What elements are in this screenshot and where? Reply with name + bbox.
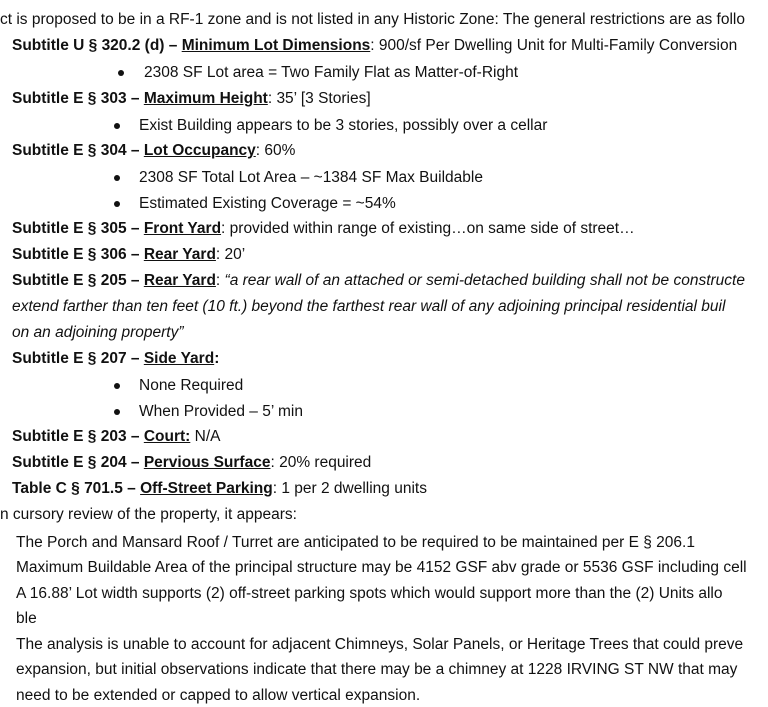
bullet-item: Estimated Existing Coverage = ~54% [139,195,396,212]
section-text: : [215,272,225,289]
review-line: Maximum Buildable Area of the principal structure may be 4152 GSF abv grade or 5536 GSF including cell [16,559,747,576]
section-max-height [12,89,371,109]
review-line: expansion, but initial observations indicate that there may be a chimney at 1228 IRVING ST NW that may [16,661,738,678]
bullet-dot [114,123,120,129]
bullet-item: 2308 SF Total Lot Area – ~1384 SF Max Buildable [139,169,483,186]
section-text: : provided within range of existing…on same side of street… [221,220,635,237]
section-title: Off-Street Parking [140,480,273,497]
section-lot-occupancy [12,141,295,161]
section-prefix: Table C § 701.5 – [12,480,141,497]
section-prefix: Subtitle E § 305 – [12,220,144,237]
section-prefix: Subtitle E § 204 – [12,454,144,471]
section-text: : 900/sf Per Dwelling Unit for Multi-Family Conversion [370,37,738,54]
section-side-yard [12,349,219,369]
review-line: ble [16,610,37,627]
section-text: : 1 per 2 dwelling units [272,480,427,497]
section-rear-wall [12,271,745,291]
review-line: The analysis is unable to account for adjacent Chimneys, Solar Panels, or Heritage Trees that could preve [16,636,744,653]
quote-line: extend farther than ten feet (10 ft.) beyond the farthest rear wall of any adjoining principal residential buil [12,298,726,315]
bullet-item: None Required [139,377,244,394]
section-text: : 60% [255,142,296,159]
section-prefix: Subtitle U § 320.2 (d) – [12,37,182,54]
section-prefix: Subtitle E § 306 – [12,246,144,263]
section-off-street-parking [12,479,427,499]
intro-text: ct is proposed to be in a RF-1 zone and is not listed in any Historic Zone: The general restrictions are as follo [0,11,745,28]
section-title: Lot Occupancy [143,142,256,159]
bullet-item: When Provided – 5’ min [139,403,303,420]
quote-line: on an adjoining property” [12,324,184,341]
bullet-item: Exist Building appears to be 3 stories, possibly over a cellar [139,117,548,134]
quote-line: “a rear wall of an attached or semi-detached building shall not be constructe [224,272,745,289]
bullet-dot [118,70,124,76]
bullet-dot [114,175,120,181]
bullet-dot [114,409,120,415]
review-line: The Porch and Mansard Roof / Turret are anticipated to be required to be maintained per E § 206.1 [16,534,695,551]
section-front-yard [12,219,635,239]
section-prefix: Subtitle E § 203 – [12,428,144,445]
section-prefix: Subtitle E § 304 – [12,142,144,159]
section-title: Rear Yard [143,272,216,289]
bullet-item: 2308 SF Lot area = Two Family Flat as Matter-of-Right [144,64,519,81]
section-text: N/A [190,428,221,445]
section-text: : 35’ [3 Stories] [267,90,371,107]
bullet-dot [114,383,120,389]
section-prefix: Subtitle E § 207 – [12,350,144,367]
section-min-lot [12,36,737,56]
review-intro: n cursory review of the property, it appears: [0,506,297,523]
section-text: : 20% required [270,454,372,471]
section-title: Pervious Surface [143,454,271,471]
section-title: Court: [143,428,191,445]
section-title: Maximum Height [143,90,268,107]
section-text: : 20’ [215,246,246,263]
section-prefix: Subtitle E § 303 – [12,90,144,107]
section-title: Front Yard [143,220,222,237]
bullet-dot [114,201,120,207]
section-text: : [214,350,220,367]
section-title: Side Yard [143,350,215,367]
review-line: A 16.88’ Lot width supports (2) off-street parking spots which would support more than the (2) Units allo [16,585,723,602]
section-title: Minimum Lot Dimensions [181,37,371,54]
review-line: need to be extended or capped to allow vertical expansion. [16,687,421,704]
section-rear-yard [12,245,245,265]
section-court [12,427,220,447]
section-prefix: Subtitle E § 205 – [12,272,144,289]
section-title: Rear Yard [143,246,216,263]
section-pervious-surface [12,453,371,473]
